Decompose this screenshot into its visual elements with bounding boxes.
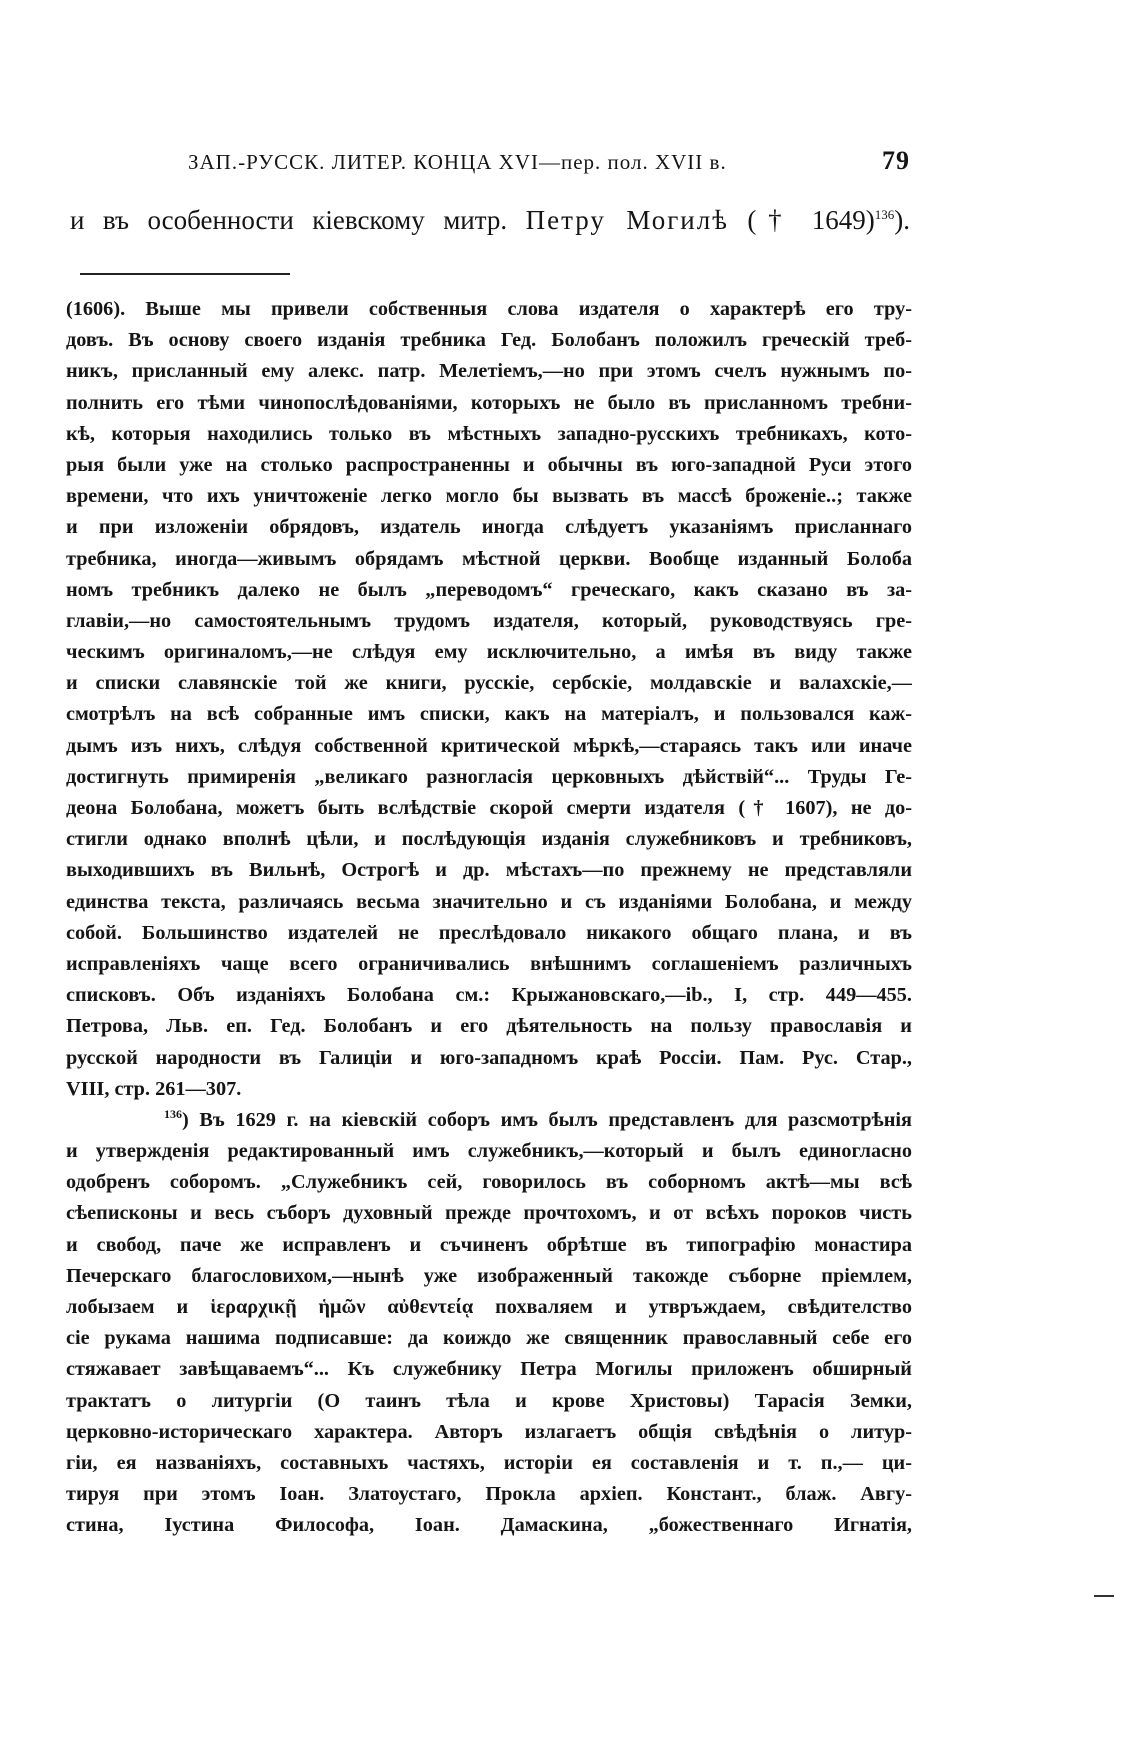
footnote-line: требника, иногда—живымъ обрядамъ мѣстной церкви. Вообще изданный Болоба — [66, 547, 912, 570]
footnote-line: Петрова, Льв. еп. Гед. Болобанъ и его дѣятельность на пользу православія и — [66, 1015, 912, 1038]
footnote-line: смотрѣлъ на всѣ собранные имъ списки, какъ на матеріалъ, и пользовался каж- — [66, 703, 912, 726]
footnote-136-first-line — [66, 1105, 912, 1136]
footnote-line: ческимъ оригиналомъ,—не слѣдуя ему исключительно, а имѣя въ виду также — [66, 641, 912, 664]
footnote-line: списковъ. Объ изданіяхъ Болобана см.: Крыжановскаго,—ib., I, стр. 449—455. — [66, 984, 912, 1007]
footnote-line: никъ, присланный ему алекс. патр. Мелетіемъ,—но при этомъ счелъ нужнымъ по- — [66, 360, 912, 383]
footnote-136-text: ) Въ 1629 г. на кіевскій соборъ имъ былъ представленъ для разсмотрѣнія — [182, 1108, 912, 1131]
footnote-line: рыя были уже на столько распространенны и обычны въ юго-западной Руси этого — [66, 453, 912, 476]
footnote-line: единства текста, различаясь весьма значительно и съ изданіями Болобана, и между — [66, 890, 912, 913]
footnote-line: кѣ, которыя находились только въ мѣстныхъ западно-русскихъ требникахъ, кото- — [66, 422, 912, 445]
footnote-line: трактатъ о литургіи (О таинъ тѣла и крове Христовы) Тарасія Земки, — [66, 1389, 912, 1412]
footnote-line: сіе рукама нашима подписавше: да коиждо же священник православный себе его — [66, 1327, 912, 1350]
running-title: ЗАП.-РУССК. ЛИТЕР. КОНЦА XVI—пер. пол. XVII в. — [188, 150, 727, 174]
footnote-line: выходившихъ въ Вильнѣ, Острогѣ и др. мѣстахъ—по прежнему не представляли — [66, 859, 912, 882]
footnote-line: русской народности въ Галиціи и юго-западномъ краѣ Россіи. Пам. Рус. Стар., — [66, 1046, 912, 1069]
footnote-line: собой. Большинство издателей не преслѣдовало никакого общаго плана, и въ — [66, 921, 912, 944]
main-text-after: († 1649) — [747, 205, 875, 235]
footnote-line: гіи, ея названіяхъ, составныхъ частяхъ, исторіи ея составленія и т. п.,— ци- — [66, 1451, 912, 1474]
main-text-before: и въ особенности кіевскому митр. — [70, 205, 508, 235]
footnote-line: полнить его тѣми чинопослѣдованіями, которыхъ не было въ присланномъ требни- — [66, 391, 912, 414]
footnote-line: церковно-историческаго характера. Авторъ излагаетъ общія свѣдѣнія о литур- — [66, 1420, 912, 1443]
footnote-line: деона Болобана, можетъ быть вслѣдствіе скорой смерти издателя († 1607), не до- — [66, 797, 912, 819]
footnote-line: и утвержденія редактированный имъ служебникъ,—который и былъ единогласно — [66, 1140, 912, 1163]
footnote-136-marker: 136 — [164, 1107, 182, 1122]
margin-dash-mark — [1094, 1595, 1114, 1597]
footnote-line: исправленіяхъ чаще всего ограничивались внѣшнимъ соглашеніемъ различныхъ — [66, 952, 912, 975]
footnote-line: времени, что ихъ уничтоженіе легко могло бы вызвать въ массѣ броженіе..; также — [66, 485, 912, 508]
footnote-line: одобренъ соборомъ. „Служебникъ сей, говорилось въ соборномъ актѣ—мы всѣ — [66, 1171, 912, 1194]
footnote-line: довъ. Въ основу своего изданія требника Гед. Болобанъ положилъ греческій треб- — [66, 329, 912, 352]
footnote-line: Печерскаго благословихом,—нынѣ уже изображенный такожде съборне пріемлем, — [66, 1264, 912, 1287]
footnote-line: и свобод, паче же исправленъ и съчиненъ обрѣтше въ типографію монастира — [66, 1233, 912, 1256]
page-number: 79 — [882, 146, 910, 175]
footnote-separator — [80, 273, 290, 275]
main-text-name: Петру Могилѣ — [525, 205, 729, 235]
footnote-line: стигли однако вполнѣ цѣли, и послѣдующія изданія служебниковъ и требниковъ, — [66, 828, 912, 851]
footnote-line: лобызаем и ἱεραρχικῇ ἡμῶν αὐθεντείᾳ похваляем и утвръждаем, свѣдителство — [66, 1296, 912, 1318]
footnote-line: номъ требникъ далеко не былъ „переводомъ“ греческаго, какъ сказано въ за- — [66, 578, 912, 601]
footnote-line: и при изложеніи обрядовъ, издатель иногда слѣдуетъ указаніямъ присланнаго — [66, 516, 912, 539]
footnote-line: достигнуть примиренія „великаго разногласія церковныхъ дѣйствій“... Труды Ге- — [66, 765, 912, 788]
footnote-ref-136: 136 — [874, 207, 895, 222]
footnotes — [66, 294, 912, 1542]
footnote-line: и списки славянскіе той же книги, русскіе, сербскіе, молдавскіе и валахскіе,— — [66, 672, 912, 695]
footnote-line: стина, Іустина Философа, Іоан. Дамаскина, „божественнаго Игнатія, — [66, 1514, 912, 1537]
footnote-line: VIII, стр. 261—307. — [66, 1077, 242, 1100]
main-text-line — [70, 205, 910, 236]
footnote-line: (1606). Выше мы привели собственныя слова издателя о характерѣ его тру- — [66, 298, 912, 320]
footnote-line: сѣеписконы и весь съборъ духовный прежде прочтохомъ, и от всѣхъ пороков чисть — [66, 1202, 912, 1225]
main-text-close: ). — [894, 205, 911, 235]
footnote-line: тируя при этомъ Іоан. Златоустаго, Прокла архіеп. Констант., блаж. Авгу- — [66, 1483, 912, 1506]
footnote-line: дымъ изъ нихъ, слѣдуя собственной критической мѣркѣ,—стараясь такъ или иначе — [66, 734, 912, 757]
footnote-line: главіи,—но самостоятельнымъ трудомъ издателя, который, руководствуясь гре- — [66, 609, 912, 632]
footnote-line: стяжавает завѣщаваемъ“... Къ служебнику Петра Могилы приложенъ обширный — [66, 1358, 912, 1381]
